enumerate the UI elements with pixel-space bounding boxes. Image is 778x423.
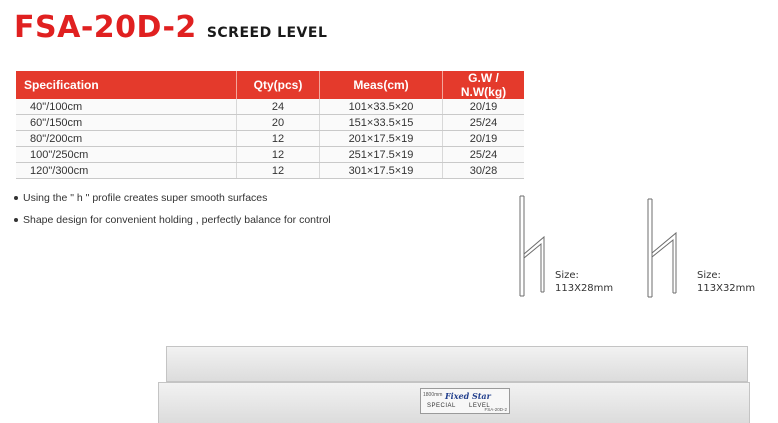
cell-weight: 25/24	[443, 115, 525, 131]
cell-qty: 24	[237, 99, 320, 115]
cell-spec: 120"/300cm	[16, 163, 237, 179]
cell-weight: 20/19	[443, 131, 525, 147]
cell-meas: 251×17.5×19	[320, 147, 443, 163]
size-value: 113X28mm	[555, 283, 614, 294]
size-caption: Size:	[555, 270, 579, 281]
cell-qty: 12	[237, 163, 320, 179]
feature-item: Using the " h " profile creates super smooth surfaces	[14, 192, 331, 204]
label-level: LEVEL	[469, 403, 491, 409]
model-number: FSA-20D-2	[14, 10, 197, 45]
spec-table	[16, 71, 524, 179]
cell-meas: 101×33.5×20	[320, 99, 443, 115]
spec-table-header	[16, 71, 524, 99]
header-qty: Qty(pcs)	[237, 71, 320, 99]
h-profile-icon	[640, 195, 686, 301]
feature-item: Shape design for convenient holding , perfectly balance for control	[14, 214, 331, 226]
table-row	[16, 99, 524, 115]
cell-spec: 40"/100cm	[16, 99, 237, 115]
profile-size-2	[697, 269, 755, 295]
label-code: FSA-20D-2	[484, 407, 507, 412]
product-label	[420, 388, 510, 414]
header-specification: Specification	[16, 71, 237, 99]
cell-weight: 20/19	[443, 99, 525, 115]
cell-meas: 301×17.5×19	[320, 163, 443, 179]
size-caption: Size:	[697, 270, 721, 281]
cell-spec: 100"/250cm	[16, 147, 237, 163]
feature-list	[14, 192, 331, 236]
size-value: 113X32mm	[697, 283, 756, 294]
profile-size-1	[555, 269, 613, 295]
cell-qty: 20	[237, 115, 320, 131]
brand-logo: Fixed Star	[445, 391, 491, 401]
product-name: SCREED LEVEL	[206, 25, 328, 41]
screed-bar-top	[166, 346, 748, 382]
header-weight: G.W / N.W(kg)	[443, 71, 525, 99]
table-row	[16, 115, 524, 131]
cell-qty: 12	[237, 147, 320, 163]
table-row	[16, 163, 524, 179]
label-weight: 1800mm	[423, 392, 443, 398]
header-meas: Meas(cm)	[320, 71, 443, 99]
cell-meas: 201×17.5×19	[320, 131, 443, 147]
h-profile-icon	[510, 192, 552, 300]
cell-meas: 151×33.5×15	[320, 115, 443, 131]
cell-spec: 60"/150cm	[16, 115, 237, 131]
table-row	[16, 131, 524, 147]
page-title	[14, 10, 327, 45]
cell-spec: 80"/200cm	[16, 131, 237, 147]
cell-qty: 12	[237, 131, 320, 147]
label-special: SPECIAL	[427, 403, 456, 409]
table-row	[16, 147, 524, 163]
cell-weight: 30/28	[443, 163, 525, 179]
cell-weight: 25/24	[443, 147, 525, 163]
